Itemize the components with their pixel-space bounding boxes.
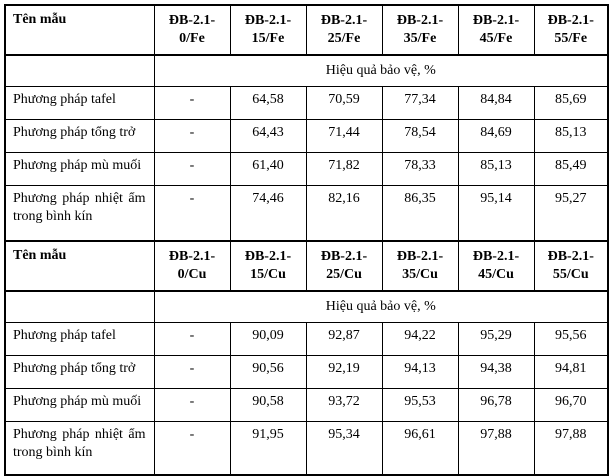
col-header-line: ĐB-2.1- <box>168 13 216 29</box>
value-cell: - <box>154 153 230 186</box>
row-label: Phương pháp tafel <box>5 323 154 356</box>
table-row <box>5 356 608 389</box>
col-header-line: 25/Fe <box>327 31 361 46</box>
value-cell: 92,87 <box>306 323 382 356</box>
value-cell: - <box>154 323 230 356</box>
subheader-label: Hiệu quả bảo vệ, % <box>154 55 608 87</box>
col-header <box>382 241 458 291</box>
value-cell: - <box>154 87 230 120</box>
col-header-line: 35/Cu <box>402 267 438 282</box>
col-header-line: 45/Fe <box>479 31 513 46</box>
col-header-line: ĐB-2.1- <box>547 249 594 265</box>
row-label: Phương pháp nhiệt ẩm trong bình kín <box>5 186 154 242</box>
col-header-line: 55/Fe <box>554 31 588 46</box>
table-row <box>5 87 608 120</box>
value-cell: - <box>154 186 230 242</box>
value-cell: 85,49 <box>534 153 608 186</box>
value-cell: 94,38 <box>458 356 534 389</box>
col-header <box>154 5 230 55</box>
col-header <box>534 241 608 291</box>
row-label: Phương pháp tổng trở <box>5 356 154 389</box>
col-header-line: ĐB-2.1- <box>547 13 594 29</box>
value-cell: 95,29 <box>458 323 534 356</box>
value-cell: 94,13 <box>382 356 458 389</box>
row-label: Phương pháp mù muối <box>5 153 154 186</box>
value-cell: 95,34 <box>306 422 382 476</box>
value-cell: 95,27 <box>534 186 608 242</box>
col-header <box>534 5 608 55</box>
row-label: Phương pháp mù muối <box>5 389 154 422</box>
col-header-line: ĐB-2.1- <box>472 249 520 265</box>
empty-cell <box>5 55 154 87</box>
value-cell: 96,78 <box>458 389 534 422</box>
col-header <box>306 241 382 291</box>
col-header <box>306 5 382 55</box>
value-cell: 95,53 <box>382 389 458 422</box>
row-label: Phương pháp nhiệt ẩm trong bình kín <box>5 422 154 476</box>
col-header-line: ĐB-2.1- <box>244 249 292 265</box>
row-label: Phương pháp tổng trở <box>5 120 154 153</box>
subheader-row-fe <box>5 55 608 87</box>
value-cell: 74,46 <box>230 186 306 242</box>
value-cell: - <box>154 356 230 389</box>
value-cell: 84,84 <box>458 87 534 120</box>
section-header-row-cu <box>5 241 608 291</box>
col-header-line: ĐB-2.1- <box>168 249 216 265</box>
value-cell: 96,70 <box>534 389 608 422</box>
value-cell: - <box>154 422 230 476</box>
value-cell: 82,16 <box>306 186 382 242</box>
value-cell: 92,19 <box>306 356 382 389</box>
col-header-line: ĐB-2.1- <box>244 13 292 29</box>
value-cell: 95,14 <box>458 186 534 242</box>
table-row <box>5 422 608 476</box>
col-header-line: 15/Fe <box>251 31 285 46</box>
row-label: Phương pháp tafel <box>5 87 154 120</box>
value-cell: 86,35 <box>382 186 458 242</box>
table-row <box>5 389 608 422</box>
table-row <box>5 186 608 242</box>
col-header-line: 0/Fe <box>179 31 205 46</box>
value-cell: 93,72 <box>306 389 382 422</box>
value-cell: 96,61 <box>382 422 458 476</box>
value-cell: 97,88 <box>534 422 608 476</box>
protection-efficiency-table <box>4 4 609 476</box>
value-cell: 64,58 <box>230 87 306 120</box>
corner-header: Tên mẫu <box>5 241 154 291</box>
col-header-line: 15/Cu <box>250 267 286 282</box>
col-header <box>458 241 534 291</box>
col-header-line: ĐB-2.1- <box>396 249 444 265</box>
col-header <box>154 241 230 291</box>
col-header-line: ĐB-2.1- <box>320 13 368 29</box>
value-cell: 78,33 <box>382 153 458 186</box>
value-cell: - <box>154 389 230 422</box>
table-row <box>5 323 608 356</box>
value-cell: 94,22 <box>382 323 458 356</box>
col-header-line: 55/Cu <box>552 267 589 282</box>
col-header-line: 25/Cu <box>326 267 362 282</box>
value-cell: 91,95 <box>230 422 306 476</box>
value-cell: 95,56 <box>534 323 608 356</box>
corner-header: Tên mẫu <box>5 5 154 55</box>
empty-cell <box>5 291 154 323</box>
table-row <box>5 153 608 186</box>
col-header <box>382 5 458 55</box>
col-header-line: 35/Fe <box>403 31 437 46</box>
value-cell: 85,69 <box>534 87 608 120</box>
col-header <box>230 241 306 291</box>
value-cell: 61,40 <box>230 153 306 186</box>
col-header <box>458 5 534 55</box>
value-cell: 71,82 <box>306 153 382 186</box>
col-header-line: ĐB-2.1- <box>472 13 520 29</box>
value-cell: 64,43 <box>230 120 306 153</box>
value-cell: 85,13 <box>458 153 534 186</box>
value-cell: 97,88 <box>458 422 534 476</box>
col-header-line: ĐB-2.1- <box>320 249 368 265</box>
subheader-label: Hiệu quả bảo vệ, % <box>154 291 608 323</box>
value-cell: 70,59 <box>306 87 382 120</box>
value-cell: 84,69 <box>458 120 534 153</box>
col-header-line: 45/Cu <box>478 267 514 282</box>
value-cell: 90,56 <box>230 356 306 389</box>
value-cell: - <box>154 120 230 153</box>
section-header-row-fe <box>5 5 608 55</box>
value-cell: 71,44 <box>306 120 382 153</box>
value-cell: 90,58 <box>230 389 306 422</box>
table-row <box>5 120 608 153</box>
value-cell: 77,34 <box>382 87 458 120</box>
col-header-line: ĐB-2.1- <box>396 13 444 29</box>
value-cell: 85,13 <box>534 120 608 153</box>
value-cell: 94,81 <box>534 356 608 389</box>
subheader-row-cu <box>5 291 608 323</box>
value-cell: 90,09 <box>230 323 306 356</box>
col-header-line: 0/Cu <box>177 267 207 282</box>
value-cell: 78,54 <box>382 120 458 153</box>
col-header <box>230 5 306 55</box>
